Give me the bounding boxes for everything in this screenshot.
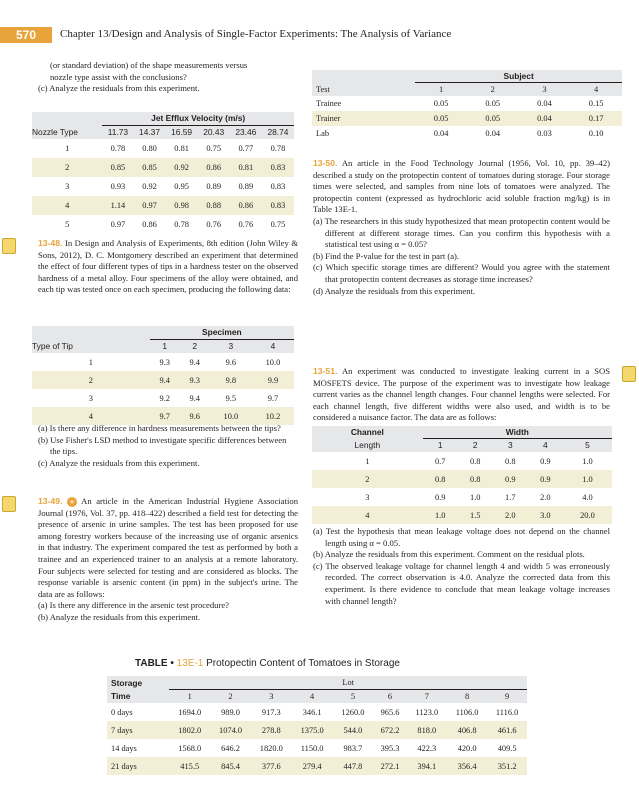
problem-number: 13-49.	[38, 496, 63, 506]
table-cell: 0.78	[110, 144, 126, 153]
column-header: 16.59	[171, 127, 193, 138]
column-header: 2	[472, 440, 478, 451]
intro-line-2: nozzle type assist with the conclusions?	[50, 71, 187, 82]
row-label: 5	[65, 220, 70, 229]
table-cell: 1694.0	[178, 707, 202, 717]
table-cell: 983.7	[343, 743, 363, 753]
column-header: 1	[437, 440, 443, 451]
table-cell: 0.78	[174, 220, 189, 229]
table-row	[107, 757, 527, 775]
note-icon	[622, 366, 636, 382]
row-label: 3	[65, 182, 70, 191]
table-cell: 0.05	[433, 114, 449, 123]
table-row	[32, 139, 294, 158]
problem-13-49	[38, 496, 298, 624]
row-label: 3	[365, 492, 370, 502]
table-cell: 0.9	[540, 474, 551, 484]
table-row	[107, 721, 527, 739]
item: (b) Use Fisher's LSD method to investigate specific differences between the tips.	[38, 434, 287, 457]
table-cell: 0.75	[206, 144, 222, 153]
table-cell: 447.8	[343, 761, 363, 771]
table-cell: 272.1	[380, 761, 400, 771]
row-label: Lab	[316, 129, 330, 138]
table-label-id: 13E-1	[176, 658, 204, 669]
table-cell: 0.92	[174, 163, 189, 172]
table-cell: 1116.0	[495, 707, 519, 717]
table-cell: 0.9	[434, 492, 446, 502]
row-label: Trainer	[316, 114, 341, 123]
column-header: 5	[350, 691, 355, 701]
row-label: 14 days	[111, 743, 137, 753]
table-cell: 0.8	[470, 474, 481, 484]
table-row	[107, 739, 527, 757]
table-cell: 0.78	[270, 144, 286, 153]
item: (d) Analyze the residuals from this experiment.	[313, 285, 476, 296]
table-cell: 845.4	[221, 761, 240, 771]
table-cell: 0.04	[485, 129, 501, 138]
item: (b) Analyze the residuals from this experiment.	[38, 611, 201, 622]
table-cell: 9.6	[189, 411, 200, 421]
table-cell: 1123.0	[415, 707, 439, 717]
column-header: 2	[228, 691, 233, 701]
table-row	[312, 126, 622, 141]
table-cell: 409.5	[497, 743, 517, 753]
table-cell: 0.95	[174, 182, 189, 191]
table-cell: 1375.0	[300, 725, 324, 735]
column-header: 14.37	[139, 127, 160, 138]
table-cell: 965.6	[380, 707, 400, 717]
table-cell: 0.04	[537, 114, 552, 123]
problem-number: 13-48.	[38, 238, 63, 248]
table-cell: 1802.0	[178, 725, 202, 735]
table-cell: 0.9	[505, 474, 516, 484]
column-header: 1	[187, 691, 192, 701]
table-cell: 3.0	[540, 510, 551, 520]
tip-row-header: Type of Tip	[32, 341, 73, 351]
table-cell: 0.15	[588, 99, 604, 108]
column-header: 3	[269, 691, 274, 701]
table-cell: 415.5	[180, 761, 200, 771]
table-cell: 420.0	[457, 743, 477, 753]
note-icon	[2, 496, 16, 512]
table-cell: 9.3	[159, 357, 170, 367]
table-cell: 1.0	[582, 474, 593, 484]
row-label: Trainee	[316, 99, 342, 108]
table-cell: 9.4	[189, 393, 200, 403]
row-label: 0 days	[111, 707, 133, 717]
item: (a) The researchers in this study hypothesized that mean protopectin content would be different at different storage times. Can you confirm this hypothesis with a statistical test using α = 0.05?	[313, 215, 610, 250]
table-cell: 9.5	[225, 393, 237, 403]
column-header: 3	[228, 341, 234, 352]
column-header: 11.73	[107, 127, 129, 138]
table-cell: 0.8	[505, 456, 516, 466]
table-cell: 9.2	[159, 393, 170, 403]
table-cell: 1820.0	[259, 743, 283, 753]
table-cell: 279.4	[302, 761, 322, 771]
table-cell: 0.04	[433, 129, 449, 138]
table-cell: 20.0	[580, 510, 595, 520]
table-cell: 0.88	[206, 201, 222, 210]
item: (c) The observed leakage voltage for channel length 4 and width 5 was erroneously recorded. The correct observation is 4.0. Analyze the corrected data from this experiment. Is there evidence to conclude that mean leakage voltage increases with channel length?	[313, 560, 610, 606]
table-cell: 0.04	[537, 99, 552, 108]
table-cell: 9.4	[159, 375, 170, 385]
tip-table	[32, 326, 294, 425]
intro-item-c: (c) Analyze the residuals from this experiment.	[38, 83, 200, 94]
column-header: 2	[192, 341, 198, 352]
column-header: 4	[270, 341, 276, 352]
row-label: 4	[365, 510, 370, 520]
table-cell: 0.03	[537, 129, 552, 138]
table-cell: 377.6	[261, 761, 281, 771]
item: (c) Analyze the residuals from this experiment.	[38, 457, 200, 468]
table-cell: 1.7	[505, 492, 516, 502]
left-intro	[38, 60, 300, 95]
problem-number: 13-50.	[313, 158, 338, 168]
table-row	[312, 111, 622, 126]
table-cell: 9.9	[267, 375, 279, 385]
table-cell: 0.89	[238, 182, 254, 191]
table-row	[32, 158, 294, 177]
column-header: 3	[542, 84, 547, 94]
table-cell: 9.7	[159, 411, 170, 421]
row-label: 3	[88, 393, 93, 403]
table-cell: 394.1	[417, 761, 437, 771]
table-cell: 0.93	[110, 182, 126, 191]
table-cell: 0.76	[238, 220, 254, 229]
table-cell: 0.9	[540, 456, 551, 466]
table-cell: 10.2	[265, 411, 281, 421]
table-row	[32, 389, 294, 407]
problem-number: 13-51.	[313, 366, 338, 376]
tip-table-title: Specimen	[150, 326, 294, 339]
note-icon	[2, 238, 16, 254]
table-cell: 0.17	[588, 114, 604, 123]
row-label: 1	[88, 357, 93, 367]
table-cell: 0.97	[110, 220, 126, 229]
table-cell: 0.83	[270, 182, 286, 191]
table-cell: 0.86	[238, 201, 254, 210]
nozzle-header-row	[32, 125, 294, 139]
table-cell: 1074.0	[219, 725, 243, 735]
column-header: 4	[543, 440, 548, 451]
table-cell: 9.6	[225, 357, 237, 367]
table-row	[32, 196, 294, 215]
table-cell: 818.0	[417, 725, 437, 735]
table-cell: 422.3	[417, 743, 437, 753]
item: (b) Find the P-value for the test in part (a).	[313, 250, 460, 261]
table-cell: 0.89	[206, 182, 222, 191]
table-label-prefix: TABLE •	[135, 658, 174, 669]
table-cell: 346.1	[302, 707, 322, 717]
table-cell: 646.2	[221, 743, 240, 753]
item: (b) Analyze the residuals from this experiment. Comment on the residual plots.	[313, 549, 585, 560]
tomato-row-header-2: Time	[111, 691, 131, 701]
channel-table	[312, 426, 612, 524]
table-caption	[135, 658, 400, 669]
table-cell: 278.8	[261, 725, 281, 735]
row-label: 4	[88, 411, 93, 421]
table-cell: 2.0	[540, 492, 551, 502]
table-row	[107, 703, 527, 721]
table-cell: 10.0	[265, 357, 281, 367]
problem-13-50	[313, 158, 610, 297]
table-cell: 0.92	[142, 182, 157, 191]
table-cell: 0.05	[485, 99, 501, 108]
chapter-title: Chapter 13/Design and Analysis of Single-Factor Experiments: The Analysis of Variance	[60, 28, 452, 40]
row-label: 2	[88, 375, 93, 385]
table-cell: 1.0	[434, 510, 446, 520]
item: (a) Test the hypothesis that mean leakage voltage does not depend on the channel length using α = 0.05.	[313, 526, 610, 548]
table-cell: 1568.0	[178, 743, 202, 753]
table-cell: 672.2	[380, 725, 400, 735]
table-cell: 0.81	[174, 144, 189, 153]
row-label: 2	[365, 474, 370, 484]
problem-text: An article in the Food Technology Journal (1956, Vol. 10, pp. 39–42) described a study on the protopectin content of tomatoes during storage. Four storage times were selected, and samples from nine lots of tomatoes were analyzed. The protopectin content (expressed as hydrochloric acid soluble fraction mg/kg) is in Table 13E-1.	[313, 158, 610, 215]
table-cell: 1.5	[470, 510, 481, 520]
table-cell: 9.7	[267, 393, 279, 403]
table-cell: 1260.0	[341, 707, 365, 717]
table-cell: 0.10	[588, 129, 604, 138]
channel-row-header-1: Channel	[350, 427, 384, 437]
table-cell: 0.97	[142, 201, 157, 210]
column-header: 28.74	[267, 127, 289, 138]
nozzle-table-title: Jet Efflux Velocity (m/s)	[102, 112, 294, 125]
table-cell: 351.2	[497, 761, 517, 771]
table-row	[32, 353, 294, 371]
problem-13-51	[313, 366, 610, 424]
table-cell: 0.81	[238, 163, 254, 172]
column-header: 9	[505, 691, 510, 701]
channel-row-header-2: Length	[354, 440, 381, 450]
nozzle-table	[32, 112, 294, 234]
table-cell: 4.0	[582, 492, 593, 502]
table-cell: 9.8	[225, 375, 237, 385]
column-header: 6	[387, 691, 393, 701]
row-label: 7 days	[111, 725, 133, 735]
table-cell: 0.86	[142, 220, 157, 229]
tomato-table-title: Lot	[169, 676, 527, 689]
table-row	[312, 506, 612, 524]
column-header: 2	[490, 84, 495, 94]
table-cell: 0.85	[142, 163, 157, 172]
column-header: 20.43	[203, 127, 225, 138]
problem-13-48	[38, 238, 298, 296]
row-label: 2	[65, 163, 70, 172]
table-cell: 0.75	[270, 220, 286, 229]
problem-13-48-items	[38, 423, 298, 469]
table-cell: 461.6	[497, 725, 517, 735]
table-cell: 10.0	[223, 411, 239, 421]
table-row	[32, 177, 294, 196]
column-header: 23.46	[235, 127, 257, 138]
table-cell: 1106.0	[455, 707, 479, 717]
table-row	[312, 470, 612, 488]
table-row	[32, 371, 294, 389]
table-cell: 0.83	[270, 163, 286, 172]
item: (c) Which specific storage times are different? Would you agree with the statement that protopectin content decreases as storage time increases?	[313, 262, 610, 284]
nozzle-row-header: Nozzle Type	[32, 127, 78, 137]
table-cell: 0.76	[206, 220, 222, 229]
table-cell: 406.8	[457, 725, 477, 735]
column-header: 4	[594, 84, 599, 94]
table-cell: 0.7	[434, 456, 446, 466]
row-label: 4	[65, 201, 70, 210]
row-label: 1	[65, 144, 70, 153]
tomato-row-header-1: Storage	[111, 677, 143, 688]
column-header: 1	[438, 84, 444, 94]
intro-line-1: (or standard deviation) of the shape measurements versus	[50, 60, 248, 70]
table-cell: 1.0	[582, 456, 593, 466]
table-cell: 356.4	[457, 761, 477, 771]
table-cell: 0.05	[485, 114, 501, 123]
column-header: 3	[507, 440, 513, 451]
table-cell: 0.80	[142, 144, 157, 153]
tomato-table	[107, 676, 527, 775]
column-header: 8	[464, 691, 470, 701]
item: (a) Is there any difference in hardness measurements between the tips?	[38, 423, 281, 433]
table-row	[32, 215, 294, 234]
table-cell: 0.85	[110, 163, 126, 172]
table-row	[312, 488, 612, 506]
table-cell: 0.8	[470, 456, 481, 466]
channel-table-title: Width	[423, 426, 612, 438]
table-cell: 0.86	[206, 163, 222, 172]
arsenic-table-title: Subject	[415, 70, 622, 82]
row-label: 1	[365, 456, 370, 466]
column-header: 4	[310, 691, 315, 701]
table-cell: 1.0	[470, 492, 481, 502]
table-cell: 0.83	[270, 201, 286, 210]
table-row	[312, 96, 622, 111]
table-cell: 0.05	[433, 99, 449, 108]
table-row	[312, 452, 612, 470]
table-cell: 395.3	[380, 743, 400, 753]
table-cell: 989.0	[221, 707, 240, 717]
plus-icon: +	[67, 497, 77, 507]
table-cell: 2.0	[505, 510, 516, 520]
table-cell: 1150.0	[300, 743, 324, 753]
problem-13-51-items	[313, 526, 610, 607]
problem-text: In Design and Analysis of Experiments, 8th edition (John Wiley & Sons, 2012), D. C. Montgomery described an experiment that determined the effect of four different types of tips in a hardness tester on the observed hardness of a metal alloy. Four specimens of the alloy were obtained, and each tip was tested once on each specimen, producing the following data:	[38, 238, 299, 295]
arsenic-table	[312, 70, 622, 141]
table-cell: 9.4	[189, 357, 200, 367]
column-header: 7	[424, 691, 429, 701]
column-header: 1	[162, 341, 168, 352]
table-cell: 0.98	[174, 201, 189, 210]
table-cell: 544.0	[343, 725, 363, 735]
table-cell: 1.14	[110, 201, 126, 210]
item: (a) Is there any difference in the arsenic test procedure?	[38, 600, 229, 611]
table-cell: 917.3	[261, 707, 281, 717]
table-cell: 9.3	[189, 375, 200, 385]
column-header: 5	[585, 440, 590, 451]
page-number: 570	[0, 27, 52, 43]
row-label: 21 days	[111, 761, 137, 771]
arsenic-row-header: Test	[316, 84, 330, 94]
problem-text: An experiment was conducted to investigate leaking current in a SOS MOSFETS device. The purpose of the experiment was to investigate how leakage current varies as the channel length changes. Four channel lengths were selected. For each channel length, five different widths were also used, and width is to be considered a nuisance factor. The data are as follows:	[313, 366, 610, 423]
table-label-title: Protopectin Content of Tomatoes in Storage	[206, 658, 400, 669]
table-cell: 0.8	[434, 474, 446, 484]
problem-text: An article in the American Industrial Hygiene Association Journal (1976, Vol. 37, pp. 418–422) described a field test for detecting the presence of arsenic in urine samples. The test has been proposed for use among forestry workers because of the increasing use of organic arsenics in that industry. The experiment compared the test as performed by both a trainee and an experienced trainer to an analysis at a remote laboratory. Four subjects were selected for testing and are considered as blocks. The response variable is arsenic content (in ppm) in the subject's urine. The data are as follows:	[38, 496, 298, 599]
table-cell: 0.77	[238, 144, 254, 153]
